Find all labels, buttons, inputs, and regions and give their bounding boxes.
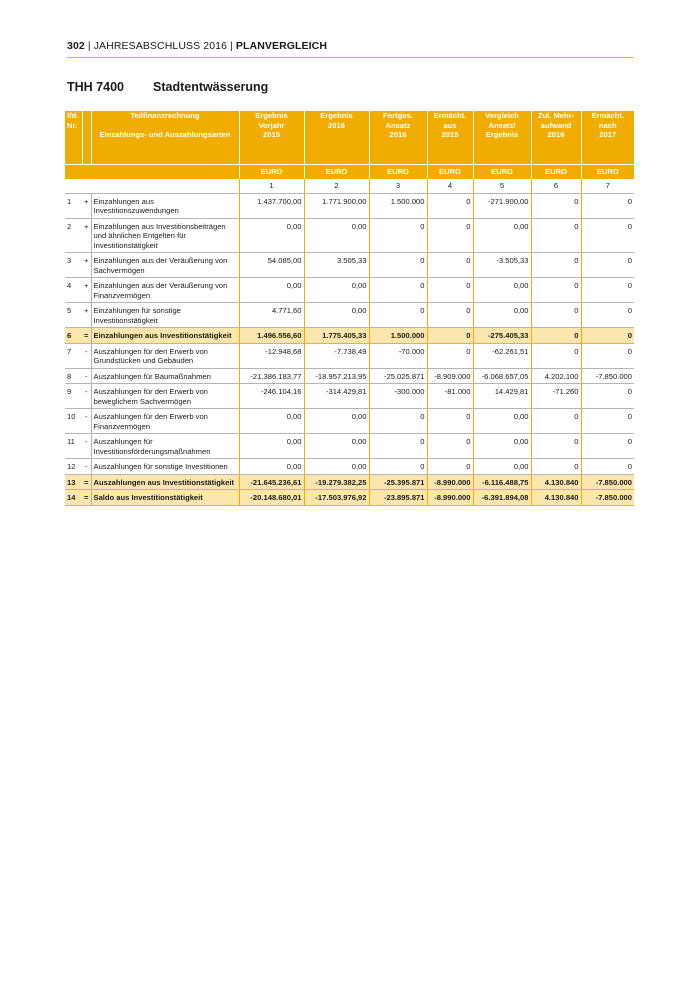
table-sum-row	[65, 328, 634, 344]
row-operator: -	[82, 343, 91, 368]
row-operator: +	[82, 278, 91, 303]
unit-label: EURO	[581, 164, 634, 179]
row-value: 0	[427, 253, 473, 278]
table-row	[65, 384, 634, 409]
row-value: 0	[531, 409, 581, 434]
row-number: 14	[65, 490, 82, 506]
row-value: 0,00	[304, 409, 369, 434]
row-value: -23.895.871	[369, 490, 427, 506]
row-value: 0,00	[473, 434, 531, 459]
row-value: 0,00	[473, 409, 531, 434]
row-label: Einzahlungen aus der Veräußerung von Finanzvermögen	[91, 278, 239, 303]
row-label: Auszahlungen für den Erwerb von beweglichem Sachvermögen	[91, 384, 239, 409]
row-value: 4.771,60	[239, 303, 304, 328]
row-label: Einzahlungen aus Investitionsbeiträgen und ähnlichen Entgelten für Investitionstätigkeit	[91, 218, 239, 253]
row-number: 7	[65, 343, 82, 368]
row-value: -25.395.871	[369, 474, 427, 490]
table-row	[65, 278, 634, 303]
colnum-spacer	[65, 179, 239, 194]
row-value: 1.496.556,60	[239, 328, 304, 344]
row-number: 5	[65, 303, 82, 328]
row-value: 0	[581, 193, 634, 218]
column-number: 2	[304, 179, 369, 194]
unit-label: EURO	[239, 164, 304, 179]
page-number: 302	[67, 40, 85, 52]
row-number: 8	[65, 368, 82, 384]
row-label: Einzahlungen für sonstige Investitionstätigkeit	[91, 303, 239, 328]
row-value: -70.000	[369, 343, 427, 368]
row-value: 1.500.000	[369, 193, 427, 218]
row-value: 0	[581, 278, 634, 303]
row-value: 0,00	[304, 434, 369, 459]
row-operator: +	[82, 303, 91, 328]
row-value: 0,00	[239, 409, 304, 434]
row-number: 9	[65, 384, 82, 409]
row-value: 0	[369, 253, 427, 278]
row-value: -8.990.000	[427, 474, 473, 490]
row-value: 0	[531, 343, 581, 368]
row-value: 0	[531, 278, 581, 303]
row-value: -271.900,00	[473, 193, 531, 218]
row-number: 12	[65, 459, 82, 475]
row-value: -8.909.000	[427, 368, 473, 384]
row-value: 0,00	[239, 218, 304, 253]
row-value: 0	[531, 328, 581, 344]
row-label: Auszahlungen für den Erwerb von Grundstücken und Gebäuden	[91, 343, 239, 368]
row-value: 0	[531, 253, 581, 278]
row-value: -62.261,51	[473, 343, 531, 368]
row-value: 0	[581, 384, 634, 409]
col-header-5: Vergleich Ansatz/ Ergebnis	[473, 111, 531, 164]
table-row	[65, 459, 634, 475]
col-header-4: Ermächt. aus 2015	[427, 111, 473, 164]
row-operator: +	[82, 193, 91, 218]
row-value: 0	[427, 278, 473, 303]
row-number: 1	[65, 193, 82, 218]
budget-name: Stadtentwässerung	[153, 80, 269, 94]
row-value: 0	[369, 409, 427, 434]
row-value: -275.405,33	[473, 328, 531, 344]
row-label: Auszahlungen für sonstige Investitionen	[91, 459, 239, 475]
row-value: -314.429,81	[304, 384, 369, 409]
row-value: 0	[369, 278, 427, 303]
row-number: 4	[65, 278, 82, 303]
col-header-2: Ergebnis 2016	[304, 111, 369, 164]
row-value: 0	[427, 343, 473, 368]
header-section: PLANVERGLEICH	[235, 40, 328, 52]
table-row	[65, 218, 634, 253]
row-value: 1.500.000	[369, 328, 427, 344]
row-value: -8.990.000	[427, 490, 473, 506]
row-operator: +	[82, 253, 91, 278]
row-value: -300.000	[369, 384, 427, 409]
col-header-op	[82, 111, 91, 164]
row-value: -7.738,49	[304, 343, 369, 368]
unit-label: EURO	[531, 164, 581, 179]
unit-label: EURO	[304, 164, 369, 179]
column-number: 4	[427, 179, 473, 194]
row-value: 0	[369, 218, 427, 253]
row-value: 0,00	[473, 278, 531, 303]
row-value: -21.645.236,61	[239, 474, 304, 490]
row-value: 0,00	[304, 303, 369, 328]
row-value: 0	[427, 459, 473, 475]
row-label: Auszahlungen aus Investitionstätigkeit	[91, 474, 239, 490]
table-row	[65, 303, 634, 328]
row-value: 0	[581, 434, 634, 459]
row-value: 0	[581, 218, 634, 253]
col-header-teilfinanzrechnung: Teilfinanzrechnung Einzahlungs- und Auszahlungsarten	[91, 111, 239, 164]
row-value: -6.116.488,75	[473, 474, 531, 490]
row-label: Auszahlungen für den Erwerb von Finanzvermögen	[91, 409, 239, 434]
row-operator: -	[82, 459, 91, 475]
row-number: 6	[65, 328, 82, 344]
row-value: 0	[369, 303, 427, 328]
column-number: 1	[239, 179, 304, 194]
unit-spacer	[65, 164, 239, 179]
row-value: 0	[531, 434, 581, 459]
row-value: -21.386.183,77	[239, 368, 304, 384]
row-label: Einzahlungen aus der Veräußerung von Sachvermögen	[91, 253, 239, 278]
row-value: -17.503.976,92	[304, 490, 369, 506]
row-value: 0	[581, 409, 634, 434]
row-value: 0	[531, 218, 581, 253]
header-separator: |	[84, 40, 94, 52]
row-value: 0	[581, 328, 634, 344]
row-value: 0	[369, 434, 427, 459]
table-row	[65, 434, 634, 459]
row-operator: =	[82, 328, 91, 344]
row-value: 0	[427, 193, 473, 218]
row-value: 0	[427, 218, 473, 253]
row-label: Auszahlungen für Baumaßnahmen	[91, 368, 239, 384]
row-value: -6.068.657,05	[473, 368, 531, 384]
finance-table	[65, 111, 634, 506]
row-operator: =	[82, 490, 91, 506]
row-value: 1.775.405,33	[304, 328, 369, 344]
row-value: 0	[531, 303, 581, 328]
row-value: 0,00	[239, 278, 304, 303]
row-value: -25.025.871	[369, 368, 427, 384]
col-header-7: Ermächt. nach 2017	[581, 111, 634, 164]
table-sum-row	[65, 490, 634, 506]
row-operator: -	[82, 409, 91, 434]
table-row	[65, 253, 634, 278]
row-value: -71.260	[531, 384, 581, 409]
row-value: 0,00	[239, 434, 304, 459]
col-header-1: Ergebnis Vorjahr 2015	[239, 111, 304, 164]
row-label: Einzahlungen aus Investitionstätigkeit	[91, 328, 239, 344]
row-value: 0	[427, 303, 473, 328]
unit-label: EURO	[369, 164, 427, 179]
row-value: 0	[581, 253, 634, 278]
row-value: -6.391.894,08	[473, 490, 531, 506]
table-row	[65, 343, 634, 368]
row-number: 11	[65, 434, 82, 459]
unit-label: EURO	[427, 164, 473, 179]
column-number: 5	[473, 179, 531, 194]
row-value: 4.130.840	[531, 490, 581, 506]
row-operator: -	[82, 434, 91, 459]
header-separator-2: |	[227, 40, 236, 52]
row-value: -18.957.213,95	[304, 368, 369, 384]
page-title	[67, 80, 268, 94]
unit-label: EURO	[473, 164, 531, 179]
row-value: 14.429,81	[473, 384, 531, 409]
row-value: 0,00	[473, 459, 531, 475]
table-row	[65, 193, 634, 218]
row-number: 10	[65, 409, 82, 434]
row-value: 0	[581, 459, 634, 475]
table-row	[65, 409, 634, 434]
row-value: 54.085,00	[239, 253, 304, 278]
row-value: 4.130.840	[531, 474, 581, 490]
column-number: 6	[531, 179, 581, 194]
row-number: 13	[65, 474, 82, 490]
row-value: 0,00	[304, 459, 369, 475]
page-header	[67, 40, 634, 58]
row-value: -81.000	[427, 384, 473, 409]
row-value: 0,00	[304, 278, 369, 303]
row-value: 0	[427, 434, 473, 459]
row-number: 3	[65, 253, 82, 278]
row-value: -7.850.000	[581, 368, 634, 384]
table-row	[65, 368, 634, 384]
row-operator: -	[82, 368, 91, 384]
row-operator: =	[82, 474, 91, 490]
row-value: 3.505,33	[304, 253, 369, 278]
row-value: -3.505,33	[473, 253, 531, 278]
row-value: -246.104,16	[239, 384, 304, 409]
row-value: 0	[581, 303, 634, 328]
row-value: -19.279.382,25	[304, 474, 369, 490]
column-number: 7	[581, 179, 634, 194]
row-value: 0	[369, 459, 427, 475]
row-value: 1.437.700,00	[239, 193, 304, 218]
header-subtitle: JAHRESABSCHLUSS 2016	[93, 40, 228, 52]
row-operator: -	[82, 384, 91, 409]
row-label: Saldo aus Investitionstätigkeit	[91, 490, 239, 506]
col-header-lfd: lfd. Nr.	[65, 111, 82, 164]
row-value: 0,00	[473, 218, 531, 253]
row-value: 0	[531, 459, 581, 475]
row-value: 1.771.900,00	[304, 193, 369, 218]
row-value: -12.948,68	[239, 343, 304, 368]
row-number: 2	[65, 218, 82, 253]
table-sum-row	[65, 474, 634, 490]
row-value: 4.202.100	[531, 368, 581, 384]
col-header-6: Zul. Mehr- aufwand 2016	[531, 111, 581, 164]
row-value: -20.148.680,01	[239, 490, 304, 506]
row-value: 0,00	[473, 303, 531, 328]
column-number: 3	[369, 179, 427, 194]
budget-code: THH 7400	[67, 80, 124, 94]
row-value: -7.850.000	[581, 474, 634, 490]
row-value: 0,00	[304, 218, 369, 253]
row-value: -7.850.000	[581, 490, 634, 506]
col-header-3: Fortges. Ansatz 2016	[369, 111, 427, 164]
row-value: 0	[427, 328, 473, 344]
row-label: Einzahlungen aus Investitionszuwendungen	[91, 193, 239, 218]
row-value: 0	[581, 343, 634, 368]
row-value: 0	[531, 193, 581, 218]
row-value: 0,00	[239, 459, 304, 475]
row-operator: +	[82, 218, 91, 253]
row-value: 0	[427, 409, 473, 434]
row-label: Auszahlungen für Investitionsförderungsmaßnahmen	[91, 434, 239, 459]
